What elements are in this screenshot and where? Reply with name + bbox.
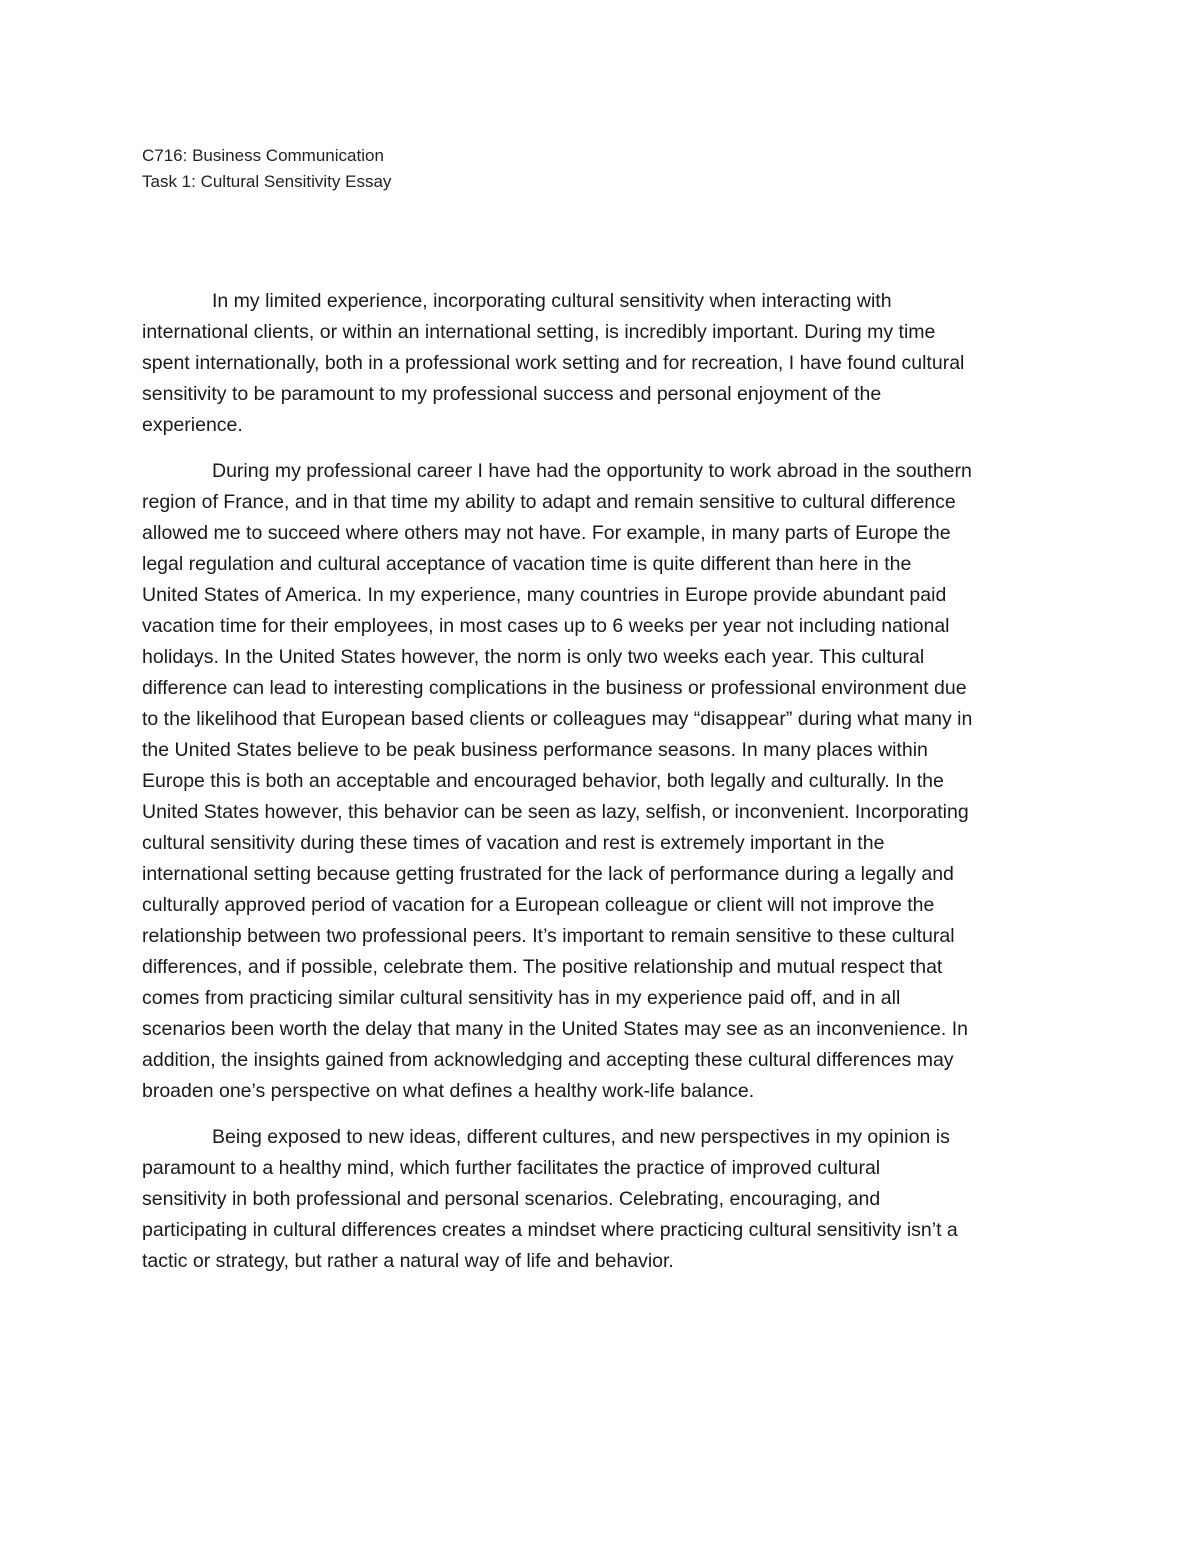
paragraph-line: spent internationally, both in a professional work setting and for recreation, I have found cultural — [142, 352, 965, 374]
paragraph-line: United States however, this behavior can be seen as lazy, selfish, or inconvenient. Incorporating — [142, 801, 969, 823]
paragraph-line: vacation time for their employees, in most cases up to 6 weeks per year not including national — [142, 615, 950, 637]
paragraph-line: allowed me to succeed where others may not have. For example, in many parts of Europe the — [142, 522, 951, 544]
paragraph-line: scenarios been worth the delay that many in the United States may see as an inconvenience. In — [142, 1018, 968, 1040]
paragraph-line: experience. — [142, 414, 243, 436]
paragraph-1 — [142, 286, 1058, 441]
paragraph-line: holidays. In the United States however, the norm is only two weeks each year. This cultural — [142, 646, 925, 668]
paragraph-line: international clients, or within an international setting, is incredibly important. During my time — [142, 321, 936, 343]
paragraph-line: Europe this is both an acceptable and encouraged behavior, both legally and culturally. In the — [142, 770, 944, 792]
paragraph-line: paramount to a healthy mind, which further facilitates the practice of improved cultural — [142, 1157, 881, 1179]
paragraph-line: In my limited experience, incorporating cultural sensitivity when interacting with — [212, 290, 892, 312]
paragraph-line: to the likelihood that European based clients or colleagues may “disappear” during what many in — [142, 708, 973, 730]
paragraph-line: sensitivity to be paramount to my professional success and personal enjoyment of the — [142, 383, 882, 405]
paragraph-line: difference can lead to interesting complications in the business or professional environment due — [142, 677, 967, 699]
paragraph-line: participating in cultural differences creates a mindset where practicing cultural sensitivity isn’t a — [142, 1219, 958, 1241]
paragraph-line: the United States believe to be peak business performance seasons. In many places within — [142, 739, 928, 761]
task-title: Task 1: Cultural Sensitivity Essay — [142, 172, 392, 191]
paragraph-line: cultural sensitivity during these times of vacation and rest is extremely important in the — [142, 832, 885, 854]
paragraph-line: tactic or strategy, but rather a natural way of life and behavior. — [142, 1250, 674, 1272]
paragraph-line: international setting because getting frustrated for the lack of performance during a legally and — [142, 863, 954, 885]
paragraph-line: addition, the insights gained from acknowledging and accepting these cultural differences may — [142, 1049, 954, 1071]
paragraph-line: United States of America. In my experience, many countries in Europe provide abundant paid — [142, 584, 947, 606]
paragraph-line: region of France, and in that time my ability to adapt and remain sensitive to cultural difference — [142, 491, 956, 513]
paragraph-line: culturally approved period of vacation for a European colleague or client will not improve the — [142, 894, 935, 916]
paragraph-line: legal regulation and cultural acceptance of vacation time is quite different than here in the — [142, 553, 912, 575]
paragraph-line: relationship between two professional peers. It’s important to remain sensitive to these cultural — [142, 925, 955, 947]
paragraph-line: sensitivity in both professional and personal scenarios. Celebrating, encouraging, and — [142, 1188, 881, 1210]
document-header — [142, 143, 842, 195]
course-title: C716: Business Communication — [142, 146, 384, 165]
essay-body — [142, 286, 1058, 1292]
paragraph-2 — [142, 456, 1058, 1107]
paragraph-line: During my professional career I have had the opportunity to work abroad in the southern — [212, 460, 972, 482]
paragraph-line: differences, and if possible, celebrate them. The positive relationship and mutual respect that — [142, 956, 943, 978]
paragraph-line: broaden one’s perspective on what defines a healthy work-life balance. — [142, 1080, 755, 1102]
paragraph-line: comes from practicing similar cultural sensitivity has in my experience paid off, and in all — [142, 987, 901, 1009]
paragraph-3 — [142, 1122, 1058, 1277]
paragraph-line: Being exposed to new ideas, different cultures, and new perspectives in my opinion is — [212, 1126, 950, 1148]
